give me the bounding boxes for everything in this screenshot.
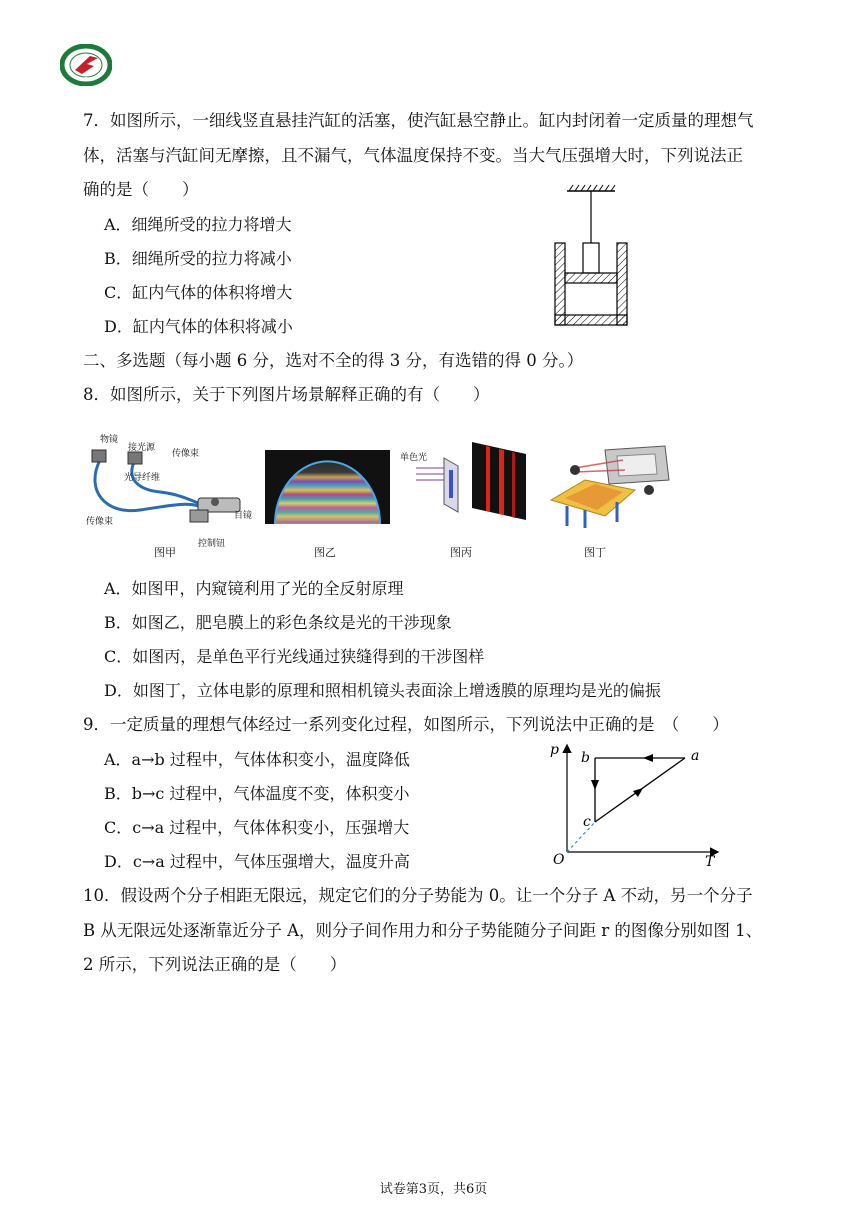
caption-jia: 图甲 bbox=[154, 546, 176, 559]
q9-option-d: D．c→a 过程中，气体压强增大，温度升高 bbox=[104, 852, 410, 871]
point-label-b: b bbox=[581, 750, 590, 766]
q7-line1: 7．如图所示，一细线竖直悬挂汽缸的活塞，使汽缸悬空静止。缸内封闭着一定质量的理想气 bbox=[83, 111, 754, 130]
q8-option-b: B．如图乙，肥皂膜上的彩色条纹是光的干涉现象 bbox=[104, 613, 452, 632]
point-label-a: a bbox=[691, 748, 700, 764]
figure-jia-endoscope bbox=[80, 430, 255, 550]
axis-label-t: T bbox=[705, 854, 715, 870]
label-mono-light: 单色光 bbox=[400, 453, 428, 463]
origin-label: O bbox=[553, 852, 565, 868]
label-control: 控制钮 bbox=[198, 539, 226, 549]
q8-stem: 8．如图所示，关于下列图片场景解释正确的有（ ） bbox=[83, 385, 490, 404]
section-heading: 二、多选题（每小题 6 分，选对不全的得 3 分，有选错的得 0 分。） bbox=[83, 351, 584, 370]
q7-option-a: A．细绳所受的拉力将增大 bbox=[104, 215, 292, 234]
label-fiber: 光导纤维 bbox=[124, 473, 161, 483]
label-eyepiece: 目镜 bbox=[234, 511, 253, 521]
q8-option-a: A．如图甲，内窥镜利用了光的全反射原理 bbox=[104, 579, 404, 598]
label-image-bundle-left: 传像束 bbox=[86, 517, 114, 527]
q9-stem: 9．一定质量的理想气体经过一系列变化过程，如图所示，下列说法中正确的是 （ ） bbox=[83, 715, 729, 734]
q10-line1: 10．假设两个分子相距无限远，规定它们的分子势能为 0。让一个分子 A 不动，另一个分子 bbox=[83, 886, 753, 905]
label-image-bundle-top: 传像束 bbox=[172, 449, 200, 459]
q7-line2: 体，活塞与汽缸间无摩擦，且不漏气，气体温度保持不变。当大气压强增大时，下列说法正 bbox=[83, 146, 743, 165]
figure-yi-soap-film bbox=[265, 450, 390, 524]
q7-line3: 确的是（ ） bbox=[83, 180, 199, 199]
label-objective: 物镜 bbox=[100, 435, 119, 445]
q9-option-c: C．c→a 过程中，气体体积变小，压强增大 bbox=[104, 818, 410, 837]
caption-bing: 图丙 bbox=[450, 546, 472, 559]
q7-option-b: B．细绳所受的拉力将减小 bbox=[104, 249, 292, 268]
q7-option-d: D．缸内气体的体积将减小 bbox=[104, 317, 293, 336]
school-logo bbox=[60, 44, 112, 86]
figure-ding-3d-projection bbox=[545, 440, 675, 530]
q7-option-c: C．缸内气体的体积将增大 bbox=[104, 283, 293, 302]
point-label-c: c bbox=[583, 814, 591, 830]
q9-option-b: B．b→c 过程中，气体温度不变，体积变小 bbox=[104, 784, 410, 803]
caption-ding: 图丁 bbox=[584, 546, 606, 559]
caption-yi: 图乙 bbox=[314, 546, 336, 559]
q10-line2: B 从无限远处逐渐靠近分子 A，则分子间作用力和分子势能随分子间距 r 的图像分别如图 1、 bbox=[83, 921, 763, 940]
q10-line3: 2 所示，下列说法正确的是（ ） bbox=[83, 955, 347, 974]
p-t-graph bbox=[545, 740, 725, 870]
figure-bing-slit bbox=[398, 440, 528, 520]
axis-label-p: p bbox=[550, 742, 559, 758]
label-light-source: 接光源 bbox=[128, 443, 156, 453]
page-footer: 试卷第3页，共6页 bbox=[379, 1182, 488, 1197]
q8-option-c: C．如图丙，是单色平行光线通过狭缝得到的干涉图样 bbox=[104, 647, 485, 666]
q8-option-d: D．如图丁，立体电影的原理和照相机镜头表面涂上增透膜的原理均是光的偏振 bbox=[104, 681, 661, 700]
cylinder-diagram bbox=[545, 183, 635, 331]
q9-option-a: A．a→b 过程中，气体体积变小，温度降低 bbox=[104, 750, 410, 769]
